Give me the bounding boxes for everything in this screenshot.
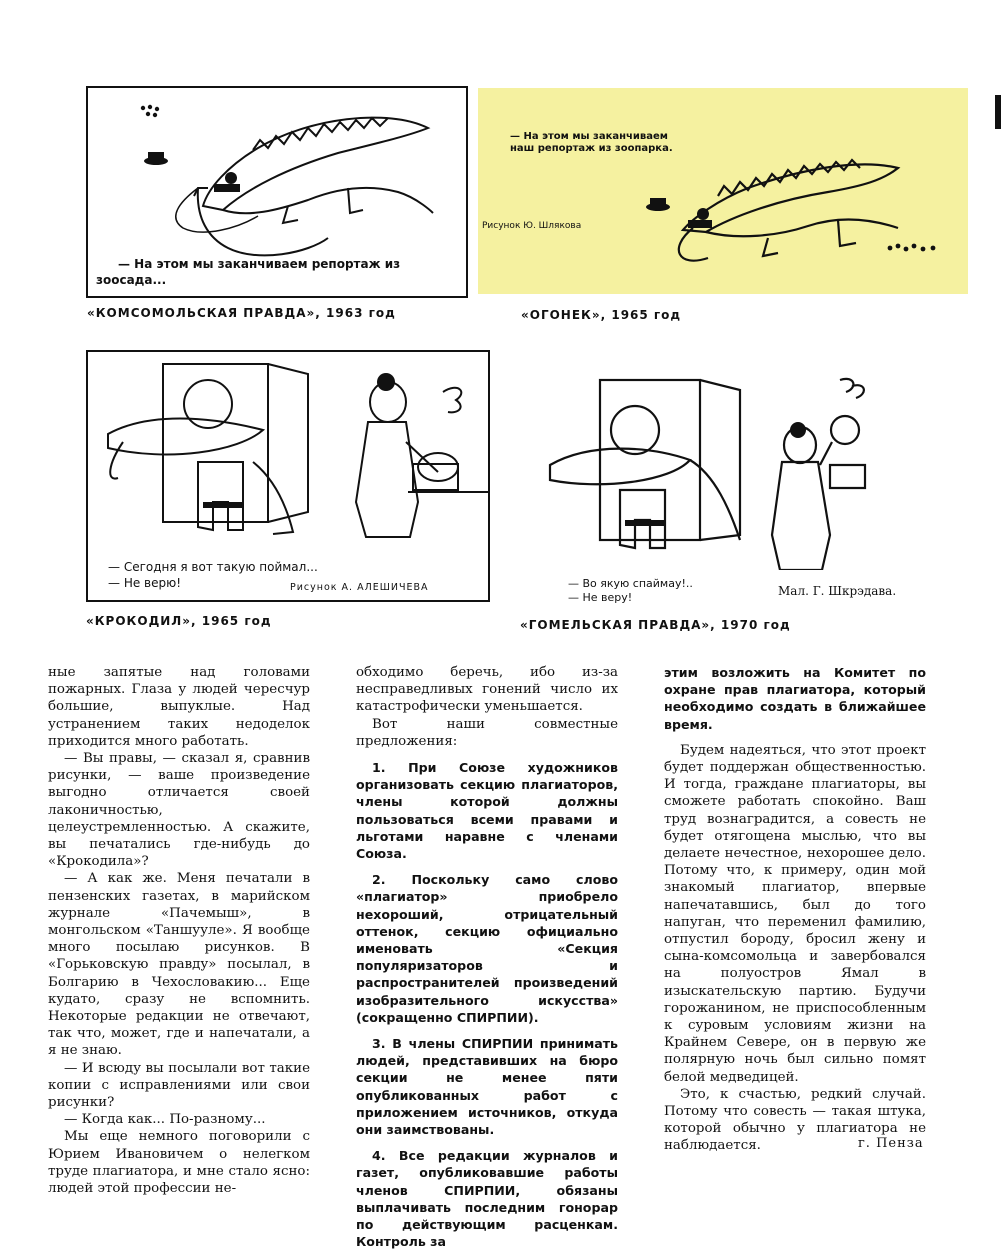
proposal-item: 4. Все редакции журналов и газет, опубликовавшие работы членов СПИРПИИ, обязаны выплачивать последним гонорар по действующим расценкам. Контроль за bbox=[356, 1148, 618, 1250]
col1-paragraph: — И всюду вы посылали вот такие копии с исправлениями или свои рисунки? bbox=[48, 1060, 310, 1111]
proposal-item: 2. Поскольку само слово «плагиатор» приобрело нехороший, отрицательный оттенок, секцию официально именовать «Секция популяризаторов и распространителей произведений изобразительного искусства» (сокращенно СПИРПИИ). bbox=[356, 872, 618, 1025]
cartoon-1-caption-line1: — На этом мы заканчиваем репортаж из bbox=[118, 257, 401, 271]
col1-paragraph: ные запятые над головами пожарных. Глаза у людей чересчур большие, выпуклые. Над устранением таких недоделок приходится много работать. bbox=[48, 665, 310, 749]
col2-paragraph: Вот наши совместные предложения: bbox=[356, 716, 618, 749]
page-edge-mark bbox=[995, 95, 1001, 129]
col2-paragraph: обходимо беречь, ибо из-за несправедливых гонений число их катастрофически уменьшается. bbox=[356, 665, 618, 715]
fisherman-drawing-2 bbox=[540, 370, 900, 570]
cartoon-3-source: «КРОКОДИЛ», 1965 год bbox=[86, 614, 272, 628]
cartoon-2-source: «ОГОНЕК», 1965 год bbox=[521, 308, 682, 322]
cartoon-2-credit: Рисунок Ю. Шлякова bbox=[482, 221, 582, 231]
cartoon-krokodil-frame bbox=[86, 350, 490, 602]
cartoon-ogonek-panel bbox=[478, 88, 968, 294]
cartoon-3-caption-line2: — Не верю! bbox=[108, 576, 182, 590]
cartoon-3-caption-line1: — Сегодня я вот такую поймал... bbox=[108, 560, 318, 574]
cartoon-3-credit: Рисунок А. АЛЕШИЧЕВА bbox=[290, 582, 429, 593]
cartoon-1-caption-line2: зоосада... bbox=[96, 273, 167, 287]
col3-paragraph: Будем надеяться, что этот проект будет поддержан общественностью. И тогда, граждане плагиаторы, вы сможете работать спокойно. Ваш труд вознаградится, а совесть не будет отягощена мыслью, что вы делаете нечестное, нехорошее дело. Потому что, к примеру, один мой знакомый плагиатор, впервые напечатавшись, был до того напуган, что переменил фамилию, отпустил бороду, бросил жену и сына-комсомольца и завербовался на полуостров Ямал в изыскательскую партию. Будучи горожанином, не приспособленным к суровым условиям жизни на Крайнем Севере, он в первую же полярную ночь был сильно помят белой медведицей. bbox=[664, 742, 926, 1085]
cartoon-komsomolskaya-frame bbox=[86, 86, 468, 298]
proposal-item: 3. В члены СПИРПИИ принимать людей, представивших на бюро секции не менее пяти опубликованных работ с приложением источников, откуда они заимствованы. bbox=[356, 1036, 618, 1138]
col3-paragraph: Это, к счастью, редкий случай. Потому что совесть — такая штука, которой обычно у плагиатора не наблюдается. bbox=[664, 1086, 926, 1154]
author-location: г. Пенза bbox=[858, 1136, 924, 1151]
article-column-2 bbox=[356, 664, 618, 1251]
proposal-item: 1. При Союзе художников организовать секцию плагиаторов, члены которой должны пользоваться всеми правами и льготами наравне с членами Союза. bbox=[356, 760, 618, 862]
col1-paragraph: — Когда как... По-разному... bbox=[64, 1112, 266, 1128]
article-column-1 bbox=[48, 664, 310, 1197]
article-column-3 bbox=[664, 664, 926, 1155]
col1-paragraph: — Вы правы, — сказал я, сравнив рисунки, — ваше произведение выгодно отличается своей лаконичностью, целеустремленностью. А скажите, вы печатались где-нибудь до «Крокодила»? bbox=[48, 751, 310, 870]
cartoon-4-caption-line1: — Во якую спаймау!.. bbox=[568, 577, 693, 590]
cartoon-4-source: «ГОМЕЛЬСКАЯ ПРАВДА», 1970 год bbox=[520, 618, 791, 632]
col3-bold-paragraph: этим возложить на Комитет по охране прав плагиатора, который необходимо создать в ближайшее время. bbox=[664, 665, 926, 732]
cartoon-2-caption-line2: наш репортаж из зоопарка. bbox=[510, 143, 673, 154]
cartoon-4-caption-line2: — Не веру! bbox=[568, 591, 633, 604]
col1-paragraph: — А как же. Меня печатали в пензенских газетах, в марийском журнале «Пачемыш», в монгольском «Таншууле». Я вообще много посылаю рисунков. В «Горьковскую правду» посылал, в Болгарию в Чехословакию... Еще кудато, сразу не вспомнить. Некоторые редакции не отвечают, так что, может, где и напечатали, а я не знаю. bbox=[48, 871, 310, 1059]
crocodile-drawing-2 bbox=[478, 88, 968, 294]
cartoon-2-caption-line1: — На этом мы заканчиваем bbox=[510, 131, 668, 142]
cartoon-1-source: «КОМСОМОЛЬСКАЯ ПРАВДА», 1963 год bbox=[87, 306, 396, 320]
col1-paragraph: Мы еще немного поговорили с Юрием Ивановичем о нелегком труде плагиатора, и мне стало ясно: людей этой профессии не- bbox=[48, 1129, 310, 1197]
cartoon-4-credit: Мал. Г. Шкрэдава. bbox=[778, 584, 897, 598]
